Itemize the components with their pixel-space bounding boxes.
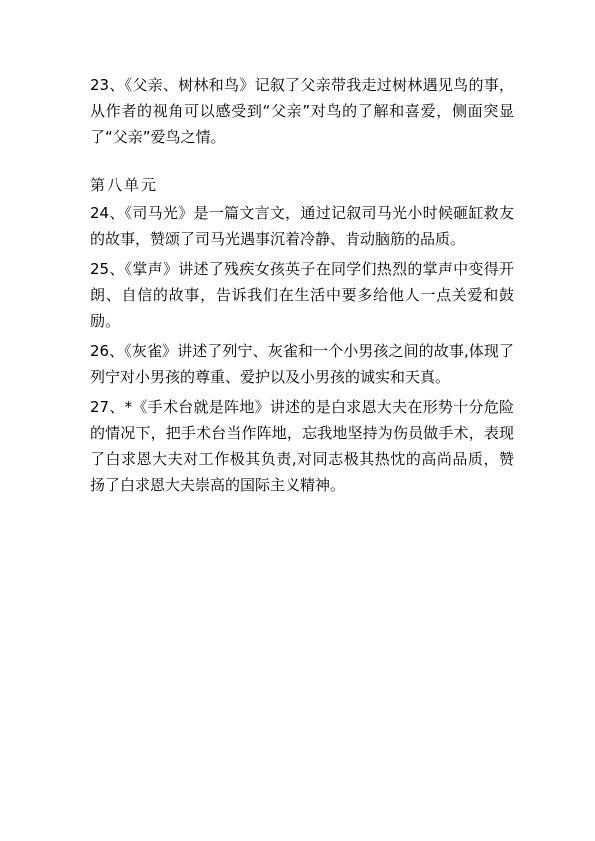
item-26-paragraph: 26、《灰雀》讲述了列宁、灰雀和一个小男孩之间的故事,体现了列宁对小男孩的尊重、爱护以及小男孩的诚实和天真。 bbox=[90, 342, 514, 386]
item-27-paragraph: 27、*《手术台就是阵地》讲述的是白求恩大夫在形势十分危险的情况下，把手术台当作阵地，忘我地坚持为伤员做手术，表现了白求恩大夫对工作极其负责,对同志极其热忱的高尚品质，赞扬了白求恩大夫崇高的国际主义精神。 bbox=[90, 398, 514, 494]
document-page bbox=[90, 72, 514, 498]
item-23-paragraph: 23、《父亲、树林和鸟》记叙了父亲带我走过树林遇见鸟的事，从作者的视角可以感受到“父亲”对鸟的了解和喜爱，侧面突显了“父亲”爱鸟之情。 bbox=[90, 76, 514, 146]
item-24-paragraph: 24、《司马光》是一篇文言文，通过记叙司马光小时候砸缸救友的故事，赞颂了司马光遇事沉着冷静、肯动脑筋的品质。 bbox=[90, 204, 514, 248]
unit-heading: 第八单元 bbox=[90, 176, 159, 194]
section-spacer bbox=[90, 150, 514, 172]
item-25-paragraph: 25、《掌声》讲述了残疾女孩英子在同学们热烈的掌声中变得开朗、自信的故事，告诉我们在生活中要多给他人一点关爱和鼓励。 bbox=[90, 260, 514, 330]
